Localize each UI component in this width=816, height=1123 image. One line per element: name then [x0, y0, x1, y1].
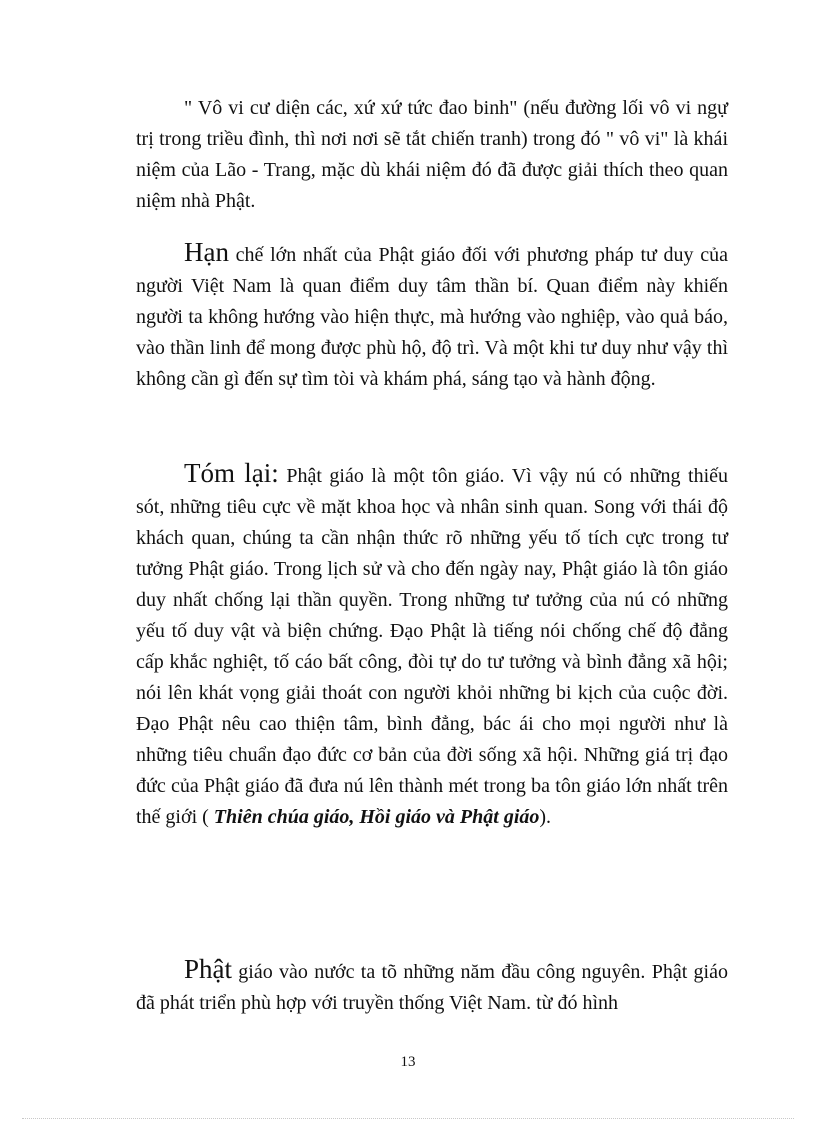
paragraph-3-emphasis: Thiên chúa giáo, Hồi giáo và Phật giáo	[213, 806, 540, 828]
paragraph-4-lead-word: Phật	[184, 954, 233, 984]
paragraph-3	[136, 458, 728, 833]
paragraph-2-text: chế lớn nhất của Phật giáo đối với phương pháp tư duy của người Việt Nam là quan điểm duy tâm thần bí. Quan điểm này khiến người ta không hướng vào hiện thực, mà hướng vào nghiệp, vào quả báo, vào thần linh để mong được phù hộ, độ trì. Và một khi tư duy như vậy thì không cần gì đến sự tìm tòi và khám phá, sáng tạo và hành động.	[136, 244, 728, 390]
paragraph-3-text: Phật giáo là một tôn giáo. Vì vậy nú có những thiếu sót, những tiêu cực về mặt khoa học và nhân sinh quan. Song với thái độ khách quan, chúng ta cần nhận thức rõ những yếu tố tích cực trong tư tưởng Phật giáo. Trong lịch sử và cho đến ngày nay, Phật giáo là tôn giáo duy nhất chống lại thần quyền. Trong những tư tưởng của nú có những yếu tố duy vật và biện chứng. Đạo Phật là tiếng nói chống chế độ đẳng cấp khắc nghiệt, tố cáo bất công, đòi tự do tư tưởng và bình đẳng xã hội; nói lên khát vọng giải thoát con người khỏi những bi kịch của cuộc đời. Đạo Phật nêu cao thiện tâm, bình đẳng, bác ái cho mọi người như là những tiêu chuẩn đạo đức cơ bản của đời sống xã hội. Những giá trị đạo đức của Phật giáo đã đưa nú lên thành mét trong ba tôn giáo lớn nhất trên thế giới (	[136, 465, 729, 828]
page-bottom-divider	[22, 1118, 794, 1119]
paragraph-1	[136, 93, 728, 217]
paragraph-1-text: " Vô vi cư diện các, xứ xứ tức đao binh" (nếu đường lối vô vi ngự trị trong triều đình, thì nơi nơi sẽ tắt chiến tranh) trong đó " vô vi" là khái niệm của Lão - Trang, mặc dù khái niệm đó đã được giải thích theo quan niệm nhà Phật.	[136, 97, 728, 212]
paragraph-3-end: ).	[539, 806, 552, 828]
page-number: 13	[400, 1054, 416, 1070]
paragraph-4-text: giáo vào nước ta tõ những năm đầu công nguyên. Phật giáo đã phát triển phù hợp với truyền thống Việt Nam. từ đó hình	[136, 961, 728, 1014]
paragraph-2	[136, 237, 728, 395]
paragraph-4	[136, 954, 728, 1019]
paragraph-2-lead-word: Hạn	[184, 237, 229, 267]
paragraph-3-lead-heading: Tóm lại:	[184, 458, 279, 488]
